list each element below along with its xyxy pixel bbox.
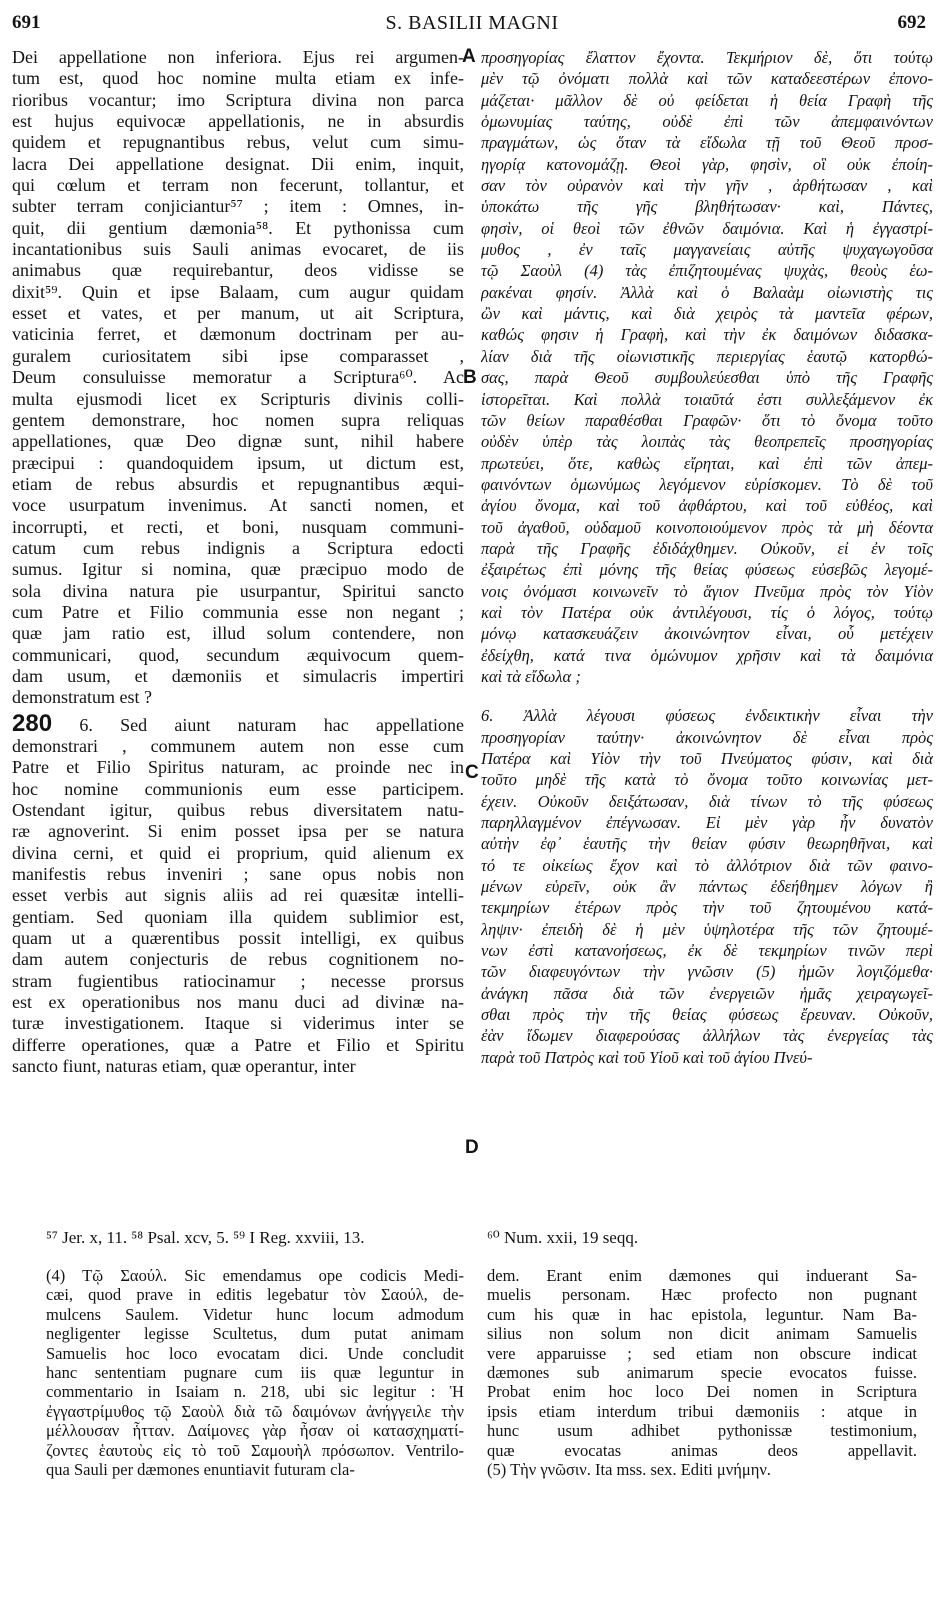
note-line: dæmones sub animarum specie evocatos fuisse. xyxy=(487,1363,917,1383)
text-line: quæ jam ratio est, illud solum contendere, non xyxy=(12,623,464,644)
text-line: manifestis rebus inveniri ; sane opus nobis non xyxy=(12,864,464,885)
text-line: λίαν διὰ τῆς οἰωνιστικῆς περιεργίας ἑαυτῷ κατορθώ- xyxy=(481,346,933,366)
scripture-references-right: ⁶⁰ Num. xxii, 19 seqq. xyxy=(487,1228,639,1247)
text-line: καθώς φησιν ἡ Γραφὴ, καὶ τὴν ἐκ δαιμόνων διδασκα- xyxy=(481,325,933,345)
page-number-right: 692 xyxy=(897,12,926,33)
text-line: dixit⁵⁹. Quin et ipse Balaam, cum augur quidam xyxy=(12,281,464,302)
text-line: demonstrari , communem autem non esse cum xyxy=(12,736,464,756)
greek-paragraph-6 xyxy=(481,705,933,1068)
note-5: (5) Τὴν γνῶσιν. Ita mss. sex. Editi μνήμην. xyxy=(487,1460,771,1480)
editor-notes-right xyxy=(487,1266,917,1479)
text-line: τῷ Σαοὺλ (4) τὰς ἐπιζητουμένας ψυχὰς, θεοὺς ἑω- xyxy=(481,261,933,281)
note-line: muelis personam. Hæc profecto non pugnant xyxy=(487,1285,917,1305)
text-line: ræ agnoverint. Si enim posset ipsa per se natura xyxy=(12,821,464,842)
greek-text-block xyxy=(481,47,933,687)
text-line: præcipui : quandoquidem ipsum, ut dictum est, xyxy=(12,452,464,473)
text-line: quit, dii gentium dæmonia⁵⁸. Et pythonissa cum xyxy=(12,217,464,238)
note-line: dem. Erant enim dæmones qui induerant Sa- xyxy=(487,1266,917,1285)
paragraph-number: 280 xyxy=(12,712,53,736)
text-line: παρὰ τοῦ Πατρὸς καὶ τοῦ Υἱοῦ καὶ τοῦ ἁγίου Πνεύ- xyxy=(481,1047,813,1067)
note-line: hunc usum adhibet pythonissæ testimonium, xyxy=(487,1421,917,1441)
para-6-first-line: 6. Sed aiunt naturam hac appellatione xyxy=(79,714,464,735)
text-line: esset et vates, et per manum, ut ait Scriptura, xyxy=(12,303,464,324)
text-line: sola divina natura pie usurpantur, Spiritui sancto xyxy=(12,580,464,601)
running-title: S. BASILII MAGNI xyxy=(385,12,559,34)
text-line: Πατέρα καὶ Υἱὸν τὴν τοῦ Πνεύματος φύσιν, καὶ διὰ xyxy=(481,749,933,768)
text-line: τοῦτο μηδὲ τῆς κατὰ τὸ ὄνομα τοῦτο κοινωνίας μετ- xyxy=(481,770,933,790)
text-line: turæ investigationem. Itaque si viderimus inter se xyxy=(12,1013,464,1034)
text-line: subter terram conjiciantur⁵⁷ ; item : Omnes, in- xyxy=(12,196,464,217)
text-line: lacra Dei appellatione designat. Dii enim, inquit, xyxy=(12,153,464,174)
text-line: ηγορίᾳ κατονομάζῃ. Θεοὶ γὰρ, φησὶν, οἳ οὐκ ἐποίη- xyxy=(481,154,933,174)
text-line: τό τε οἰκείως ἔχον καὶ τὸ ἀλλότριον διὰ τῶν φαινο- xyxy=(481,855,933,875)
note-line: commentario in Isaiam n. 218, ubi sic legitur : Ἡ xyxy=(46,1382,464,1402)
margin-letter-b: B xyxy=(463,367,477,388)
text-line: sumus. Igitur si nomina, quæ præcipuo modo de xyxy=(12,559,464,580)
text-line: multa ejusmodi licet ex Scripturis divinis colli- xyxy=(12,388,464,409)
text-line: est ex operationibus nos manu duci ad divinæ na- xyxy=(12,992,464,1013)
text-line: 6. Ἀλλὰ λέγουσι φύσεως ἐνδεικτικὴν εἶναι τὴν xyxy=(481,706,933,726)
note-line: (4) Τῷ Σαούλ. Sic emendamus ope codicis Medi- xyxy=(46,1266,464,1285)
text-line: τοῦ ἀγαθοῦ, οὐδαμοῦ κοινοποιούμενον πρὸς τὰ μὴ δέοντα xyxy=(481,517,933,537)
text-line: Deum consuluisse memoratur a Scriptura⁶⁰. Ac xyxy=(12,367,464,388)
text-line: tum est, quod hoc nomine multa etiam ex infe- xyxy=(12,68,464,89)
text-line: φησὶν, οἱ θεοὶ τῶν ἐθνῶν δαιμόνια. Καὶ ἡ ἐγγαστρί- xyxy=(481,218,933,238)
text-line: καὶ τὰ εἴδωλα ; xyxy=(481,666,581,686)
text-line: gentem demonstrare, hoc nomen supra reliquas xyxy=(12,409,464,430)
text-line: differre operationes, quæ a Patre et Filio et Spiritu xyxy=(12,1034,464,1055)
margin-letter-a: A xyxy=(462,46,476,67)
note-line: cum his quæ in hac epistola, leguntur. Nam Ba- xyxy=(487,1304,917,1324)
text-line: ὁμωνυμίας ταύτης, οὐδὲ ἐπὶ τῶν ἀπεμφαινόντων xyxy=(481,112,933,132)
text-line: παρηλλαγμένον ἐπέγνωσαν. Εἰ μὲν γὰρ ἦν δυνατὸν xyxy=(481,813,933,833)
text-line: αὐτὴν ἐφ᾽ ἑαυτῆς τὴν θείαν φύσιν θεωρηθῆναι, καὶ xyxy=(481,834,933,854)
text-line: ληψιν· ἐπειδὴ δὲ ἡ μὲν ὑψηλοτέρα τῆς τῶν ζητουμέ- xyxy=(481,919,933,939)
text-line: voce usurpatum invenimus. At sancti nomen, et xyxy=(12,495,464,516)
text-line: πραγμάτων, ὡς ὅταν τὰ εἴδωλα τῇ τοῦ Θεοῦ προσ- xyxy=(481,133,933,153)
text-line: est hujus equivocæ appellationis, ne in absurdis xyxy=(12,111,464,132)
text-line: μυθος , ἐν ταῖς μαγγανείαις αὐτῆς ψυχαγωγοῦσα xyxy=(481,240,933,260)
text-line: μόνῳ κατασκευάζειν ἀκοινώνητον εἶναι, οὗ μετέχειν xyxy=(481,624,933,644)
text-line: sancto fiunt, naturas etiam, quæ operantur, inter xyxy=(12,1056,356,1077)
text-line: ρακέναι φησίν. Ἀλλὰ καὶ ὁ Βαλαὰμ οἰωνιστὴς τις xyxy=(481,282,933,302)
text-line: τῶν θείων παραθέσθαι Γραφῶν· ὅτι τὸ ὄνομα τοῦτο xyxy=(481,410,933,430)
text-line: ἐδείχθη, κατά τινα ὁμώνυμον χρῆσιν καὶ τὰ δαιμόνια xyxy=(481,645,933,665)
text-line: rioribus vocantur; imo Scriptura divina non parca xyxy=(12,89,464,110)
latin-paragraph-6 xyxy=(12,736,464,1078)
text-line: vaticinia ferret, et dæmonum doctrinam per au- xyxy=(12,324,464,345)
note-line: hanc sententiam pugnare cum iis quæ leguntur in xyxy=(46,1363,464,1383)
text-line: guralem curiositatem sibi ipse comparasset , xyxy=(12,345,464,366)
text-line: etiam de rebus absurdis et repugnantibus æqui- xyxy=(12,473,464,494)
text-line: πρωτεύει, ὅτε, καθὼς εἴρηται, καὶ ἐπὶ τῶν ἀπεμ- xyxy=(481,453,933,473)
text-line: qui cœlum et terram non fecerunt, tollantur, et xyxy=(12,175,464,196)
text-line: stram fugientibus ratiocinamur ; necesse prorsus xyxy=(12,970,464,991)
text-line: μένων εὑρεῖν, οὐκ ἂν πάντως ἐδεήθημεν λόγων ἢ xyxy=(481,877,933,897)
note-line: Samuelis hoc loco evocatam dici. Unde concludit xyxy=(46,1343,464,1363)
text-line: appellationes, quæ Deo dignæ sunt, nihil habere xyxy=(12,431,464,452)
text-line: έχειν. Οὐκοῦν δειξάτωσαν, διὰ τίνων τὸ τῆς φύσεως xyxy=(481,791,933,811)
text-line: σας, παρὰ Θεοῦ συμβουλεύεσθαι ὑπὸ τῆς Γραφῆς xyxy=(481,368,933,388)
note-line: negligenter legisse Scultetus, dum putat animam xyxy=(46,1324,464,1344)
text-line: catum cum rebus indignis a Scriptura edocti xyxy=(12,537,464,558)
text-line: ὑποκάτω τῆς γῆς βληθήτωσαν· καὶ, Πάντες, xyxy=(481,197,933,217)
text-line: ἐξαιρέτως ἐπὶ μόνης τῆς θείας φύσεως εὐσεβῶς λεγομέ- xyxy=(481,560,933,580)
text-line: incantationibus suis Sauli animas evocaret, de iis xyxy=(12,239,464,260)
text-line: incorrupti, et recti, et boni, nusquam communi- xyxy=(12,516,464,537)
text-line: τεκμηρίων ἑτέρων πρὸς τὴν τοῦ ζητουμένου κατά- xyxy=(481,898,933,918)
note-line: vere apparuisse ; sed etiam non obscure indicat xyxy=(487,1343,917,1363)
text-line: quidem et repugnantibus rebus, velut cum simu- xyxy=(12,132,464,153)
scripture-references-left: ⁵⁷ Jer. x, 11. ⁵⁸ Psal. xcv, 5. ⁵⁹ I Reg. xxviii, 13. xyxy=(46,1228,365,1247)
text-line: καὶ τὸν Πατέρα οὐκ ἀντιλέγουσι, τίς ὁ λόγος, τούτῳ xyxy=(481,602,933,622)
text-line: σθαι πρὸς τὴν τῆς θείας φύσεως ἔρευναν. Οὐκοῦν, xyxy=(481,1005,933,1025)
text-line: ἱστορεῖται. Καὶ πολλὰ τοιαῦτά ἐστι συλλεξάμενον ἐκ xyxy=(481,389,933,409)
margin-letter-d: D xyxy=(465,1137,479,1158)
text-line: ἀνάγκη πᾶσα διὰ τῶν ἐνεργειῶν ἡμᾶς χειραγωγεῖ- xyxy=(481,983,933,1003)
editor-notes-left xyxy=(46,1266,464,1479)
note-line: Probat enim hoc loco Dei nomen in Scriptura xyxy=(487,1382,917,1402)
note-line: mulcens Saulem. Videtur hunc locum admodum xyxy=(46,1304,464,1324)
text-line: divina cerni, et quid ei proprium, quid alienum ex xyxy=(12,842,464,863)
text-line: φαινόντων ὁμωνύμως λεγόμενον εὑρίσκομεν. Τὸ δὲ τοῦ xyxy=(481,474,933,494)
text-line: Patre et Filio Spiritus naturam, ac proinde nec in xyxy=(12,757,464,778)
text-line: esset verbis aut signis aliis ad rei quæsitæ intelli- xyxy=(12,885,464,906)
text-line: demonstratum est ? xyxy=(12,687,152,708)
text-line: dam usum, et dæmoniis et simulacris impertiri xyxy=(12,665,464,686)
text-line: σαν τὸν οὐρανὸν καὶ τὴν γῆν , ἀρθήτωσαν , καὶ xyxy=(481,176,933,196)
text-line: cum Patre et Filio communia esse non negant ; xyxy=(12,601,464,622)
note-line: cæi, quod prave in editis legebatur τὸν Σαούλ, de- xyxy=(46,1285,464,1305)
text-line: τῶν διαφευγόντων τὴν γνῶσιν (5) ἡμῶν λογιζόμεθα· xyxy=(481,962,933,982)
text-line: hoc nomine communionis eum esse participem. xyxy=(12,778,464,799)
text-line: communicari, quod, secundum æquivocum quem- xyxy=(12,644,464,665)
note-line: μέλλουσαν ἧτταν. Δαίμονες γὰρ ἦσαν οἱ κατασχηματί- xyxy=(46,1421,464,1441)
latin-column xyxy=(12,47,464,1078)
text-line: Ostendant igitur, quibus rebus diversitatem natu- xyxy=(12,800,464,821)
text-line: μὲν τῷ ὀνόματι πολλὰ καὶ τῶν καταδεεστέρων ἐπονο- xyxy=(481,69,933,89)
text-line: προσηγορίας ἔλαττον ἔχοντα. Τεκμήριον δὲ, ὅτι τούτῳ xyxy=(481,48,933,67)
margin-letter-c: C xyxy=(465,762,479,783)
text-line: quam ut a quærentibus possit intelligi, ex quibus xyxy=(12,928,464,949)
latin-text-block xyxy=(12,47,464,709)
note-line: qua Sauli per dæmones enuntiavit futuram cla- xyxy=(46,1460,355,1480)
note-line: ἐγγαστρίμυθος τῷ Σαοὺλ διὰ τῶ δαιμόνων ἀνήγγειλε τὴν xyxy=(46,1401,464,1421)
text-line: Dei appellatione non inferiora. Ejus rei argumen- xyxy=(12,47,464,67)
text-line: οὐδὲν ὑπὲρ τὰς λοιπὰς τὰς θεοπρεπεῖς προσηγορίας xyxy=(481,432,933,452)
text-line: προσηγορίαν ταύτην· ἀκοινώνητον δὲ εἶναι πρὸς xyxy=(481,727,933,747)
note-line: ipsis etiam interdum tribui dæmoniis : atque in xyxy=(487,1401,917,1421)
note-line: ζοντες ἑαυτοὺς εἰς τὸ τοῦ Σαμουὴλ πρόσωπον. Ventrilo- xyxy=(46,1440,464,1460)
text-line: ὢν καὶ μάντις, καὶ διὰ χειρὸς τὰ μαντεῖα φέρων, xyxy=(481,304,933,324)
text-line: μάζεται· μᾶλλον δὲ οὐ φείδεται ἡ θεία Γραφὴ τῆς xyxy=(481,90,933,110)
text-line: animabus quæ requirebantur, deos vidisse se xyxy=(12,260,464,281)
greek-column xyxy=(481,47,933,1068)
text-line: παρὰ τῆς Γραφῆς ἐδιδάχθημεν. Οὐκοῦν, εἰ ἐν τοῖς xyxy=(481,538,933,558)
text-line: gentiam. Sed quoniam illa quidem sublimior est, xyxy=(12,906,464,927)
page-number-left: 691 xyxy=(12,12,41,33)
note-line: silius non solum non dicit animam Samuelis xyxy=(487,1324,917,1344)
note-line: quæ evocatas animas deos appellavit. xyxy=(487,1440,917,1460)
text-line: ἁγίου ὄνομα, καὶ τοῦ ἀφθάρτου, καὶ τοῦ εὐθέος, καὶ xyxy=(481,496,933,516)
text-line: ἐὰν ἴδωμεν διαφερούσας ἀλλήλων τὰς ἐνεργείας τὰς xyxy=(481,1026,933,1046)
text-line: dam autem conjecturis de rebus cognitionem no- xyxy=(12,949,464,970)
paragraph-gap xyxy=(481,687,933,705)
text-line: νοις ὀνόμασι κοινωνεῖν τὸ ἅγιον Πνεῦμα πρὸς τὸν Υἱὸν xyxy=(481,581,933,601)
para-6-opening xyxy=(12,713,464,736)
text-line: νων ἐστὶ κατανοήσεως, ἐκ δὲ τεκμηρίων τινῶν περὶ xyxy=(481,941,933,961)
